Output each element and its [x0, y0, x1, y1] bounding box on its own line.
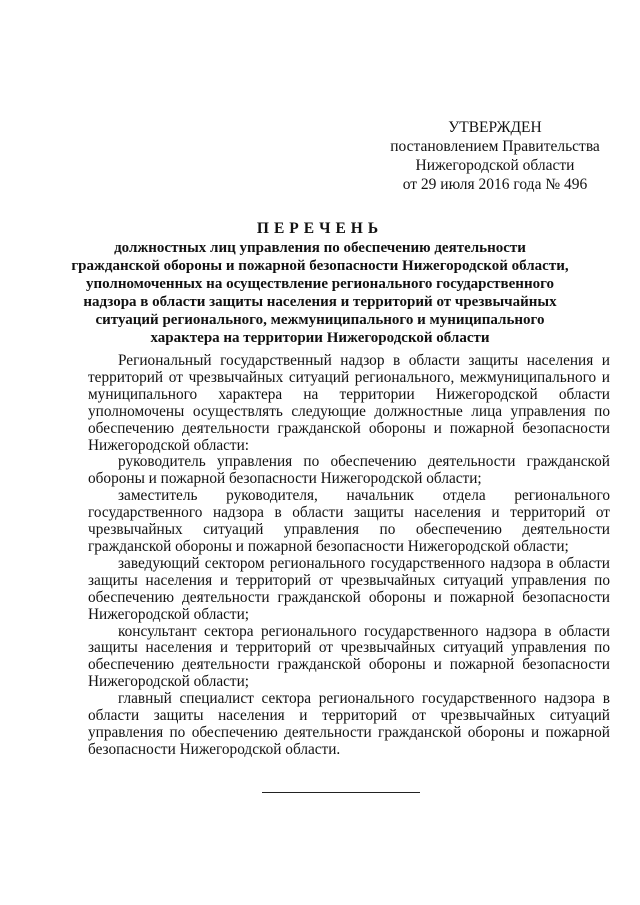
document-subtitle-line-1: должностных лиц управления по обеспечению деятельности: [114, 240, 526, 256]
document-subtitle-line-5: ситуаций регионального, межмуниципального и муниципального: [95, 312, 545, 328]
body-paragraph-consultant: консультант сектора регионального государственного надзора в области защиты населения и территорий от чрезвычайных ситуаций управления по обеспечению деятельности гражданской обороны и пожарной безопасности Нижегородской области;: [88, 622, 610, 691]
approval-status: УТВЕРЖДЕН: [448, 119, 542, 136]
document-subtitle-line-4: надзора в области защиты населения и территорий от чрезвычайных: [83, 294, 557, 310]
document-title: ПЕРЕЧЕНЬ: [256, 220, 384, 237]
approval-line-2: Нижегородской области: [415, 157, 575, 174]
body-paragraph-intro: Региональный государственный надзор в области защиты населения и территорий от чрезвычайных ситуаций регионального, межмуниципального и муниципального характера на территории Нижегородской области уполномочены осуществлять следующие должностные лица управления по обеспечению деятельности гражданской обороны и пожарной безопасности Нижегородской области:: [88, 352, 610, 454]
body-paragraph-deputy-head: заместитель руководителя, начальник отдела регионального государственного надзора в области защиты населения и территорий от чрезвычайных ситуаций управления по обеспечению деятельности гражданской обороны и пожарной безопасности Нижегородской области;: [88, 487, 610, 555]
approval-block: [380, 118, 610, 194]
approval-line-3: от 29 июля 2016 года № 496: [402, 176, 588, 193]
body-paragraph-sector-head: заведующий сектором регионального государственного надзора в области защиты населения и территорий от чрезвычайных ситуаций управления по обеспечению деятельности гражданской обороны и пожарной безопасности Нижегородской области;: [88, 554, 610, 623]
document-heading: [70, 220, 570, 347]
body-paragraph-chief-specialist: главный специалист сектора регионального государственного надзора в области защиты населения и территорий от чрезвычайных ситуаций управления по обеспечению деятельности гражданской обороны и пожарной безопасности Нижегородской области.: [88, 690, 610, 758]
approval-line-1: постановлением Правительства: [390, 138, 600, 155]
document-body: [88, 353, 610, 759]
document-subtitle-line-3: уполномоченных на осуществление регионального государственного: [85, 276, 555, 292]
closing-divider: [262, 792, 420, 793]
document-subtitle-line-2: гражданской обороны и пожарной безопасности Нижегородской области,: [71, 258, 569, 274]
document-subtitle-line-6: характера на территории Нижегородской области: [150, 330, 490, 346]
body-paragraph-head-of-department: руководитель управления по обеспечению деятельности гражданской обороны и пожарной безопасности Нижегородской области;: [88, 453, 610, 488]
